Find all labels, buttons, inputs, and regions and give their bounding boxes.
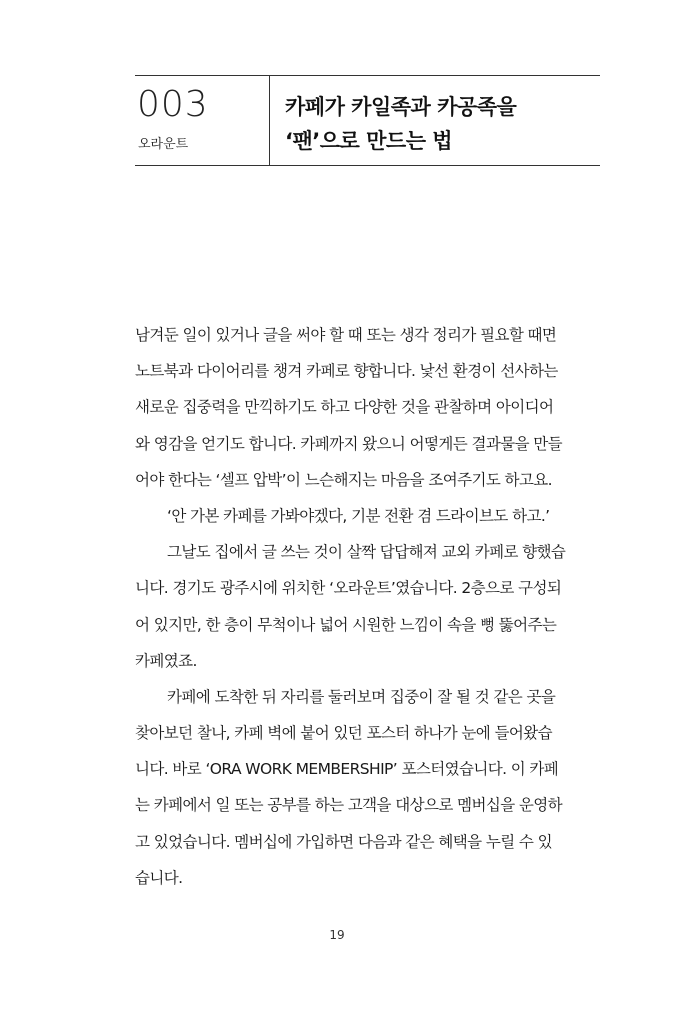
body-line: 어 있지만, 한 층이 무척이나 넓어 시원한 느낌이 속을 뻥 뚫어주는 [135, 615, 557, 634]
body-line: 습니다. [135, 868, 183, 887]
body-line: ‘안 가본 카페를 가봐야겠다, 기분 전환 겸 드라이브도 하고.’ [167, 506, 550, 525]
body-line: 새로운 집중력을 만끽하기도 하고 다양한 것을 관찰하며 아이디어 [135, 398, 554, 417]
body-line: 카페였죠. [135, 651, 197, 670]
body-line: 와 영감을 얻기도 합니다. 카페까지 왔으니 어떻게든 결과물을 만들 [135, 434, 563, 453]
page-number: 19 [329, 928, 345, 942]
body-line: 니다. 경기도 광주시에 위치한 ‘오라운트’였습니다. 2층으로 구성되 [135, 579, 562, 598]
chapter-title-line: 카페가 카일족과 카공족을 [285, 95, 517, 119]
body-line: 카페에 도착한 뒤 자리를 둘러보며 집중이 잘 될 것 같은 곳을 [167, 687, 556, 706]
body-line: 어야 한다는 ‘셀프 압박’이 느슨해지는 마음을 조여주기도 하고요. [135, 470, 552, 489]
body-line: 노트북과 다이어리를 챙겨 카페로 향합니다. 낯선 환경이 선사하는 [135, 362, 558, 381]
chapter-title-line: ‘팬’으로 만드는 법 [285, 129, 453, 153]
body-line: 니다. 바로 ‘ORA WORK MEMBERSHIP’ 포스터였습니다. 이 카페 [135, 760, 559, 779]
chapter-number: 003 [137, 84, 209, 125]
body-line: 그날도 집에서 글 쓰는 것이 살짝 답답해져 교외 카페로 향했습 [167, 543, 566, 562]
chapter-source: 오라운트 [138, 137, 189, 152]
body-text [135, 317, 605, 896]
chapter-header [135, 75, 600, 166]
chapter-title [285, 90, 516, 158]
body-line: 찾아보던 찰나, 카페 벽에 붙어 있던 포스터 하나가 눈에 들어왔습 [135, 724, 552, 743]
body-line: 고 있었습니다. 멤버십에 가입하면 다음과 같은 혜택을 누릴 수 있 [135, 832, 552, 851]
header-divider [269, 76, 270, 165]
body-line: 는 카페에서 일 또는 공부를 하는 고객을 대상으로 멤버십을 운영하 [135, 796, 563, 815]
body-line: 남겨둔 일이 있거나 글을 써야 할 때 또는 생각 정리가 필요할 때면 [135, 326, 557, 344]
